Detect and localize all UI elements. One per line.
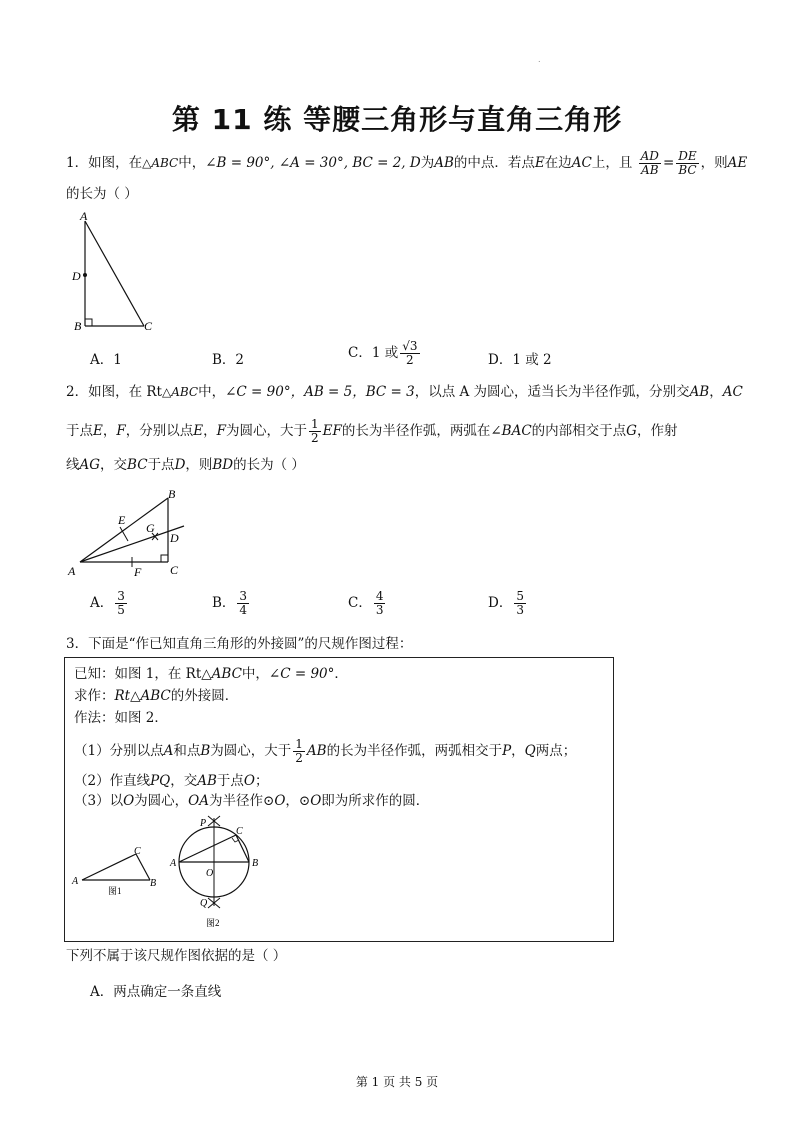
- fig2-label-a: A: [170, 858, 177, 869]
- q2-right-angle-mark: [161, 555, 168, 562]
- q3-figure-1: [70, 846, 170, 896]
- q3-step3: （3）以O为圆心，OA为半径作⊙O，⊙O即为所求作的圆．: [74, 793, 430, 809]
- q2-option-b[interactable]: B． $\frac{3}{4}$: [212, 589, 248, 617]
- q3-intro: 3．下面是“作已知直角三角形的外接圆”的尺规作图过程：: [66, 636, 413, 652]
- fig1-side-ac: [82, 854, 136, 880]
- q1-label-d: D: [72, 269, 81, 283]
- fig2-label-p: P: [200, 818, 207, 829]
- q1-label-c: C: [144, 319, 153, 333]
- q3-step2: （2）作直线PQ，交AB于点O；: [74, 773, 269, 789]
- q1-fraction-ad-ab: $\frac{AD}{AB}$: [640, 149, 659, 177]
- q2-label-a: A: [68, 564, 76, 578]
- q2-option-d[interactable]: D． $\frac{5}{3}$: [488, 589, 524, 617]
- q3-option-a[interactable]: A．两点确定一条直线: [90, 984, 222, 1000]
- q2-side-ab: [80, 498, 168, 562]
- q2-fraction-half: $\frac{1}{2}$: [310, 417, 319, 445]
- page-title: 第 11 练 等腰三角形与直角三角形: [171, 103, 623, 136]
- q3-step1: （1）分别以点A和点B为圆心，大于 $\frac{1}{2}$ AB的长为半径作弧，两弧相交于P，Q两点；: [74, 737, 577, 765]
- q2-option-a[interactable]: A． $\frac{3}{5}$: [90, 589, 125, 617]
- fig1-label-b: B: [150, 878, 157, 889]
- q1-option-b[interactable]: B．2: [212, 352, 245, 368]
- q1-option-d[interactable]: D．1 或 2: [488, 352, 552, 368]
- q1-line1: 1．如图，在△ABC中，∠B = 90°, ∠A = 30°, BC = 2, D为AB的中点．若点E在边AC上，且 $\frac{AD}{AB}$ = $\frac{DE}{BC}$ ，则AE: [66, 149, 748, 177]
- q1-figure: [66, 206, 166, 336]
- fig2-caption: 图2: [206, 918, 220, 928]
- fig1-label-c: C: [134, 846, 141, 857]
- q1-option-c[interactable]: C．1 或 $\frac{√3}{2}$: [348, 339, 418, 367]
- fig2-side-cb: [236, 835, 249, 862]
- q1-right-angle-mark: [85, 319, 92, 326]
- q2-label-f: F: [134, 565, 142, 578]
- fig2-label-c: C: [236, 826, 243, 837]
- q1-label-b: B: [74, 319, 82, 333]
- q1-label-a: A: [80, 209, 88, 223]
- q3-known: 已知：如图 1，在 Rt△ABC中，∠C = 90°．: [74, 666, 348, 682]
- q2-label-d: D: [170, 531, 179, 545]
- q3-question: 下列不属于该尺规作图依据的是（ ）: [66, 948, 287, 964]
- q1-option-a[interactable]: A．1: [90, 352, 122, 368]
- q2-figure: [66, 486, 196, 578]
- q3-seek: 求作：Rt△ABC的外接圆．: [74, 688, 239, 704]
- q2-label-g: G: [146, 521, 155, 535]
- q2-label-e: E: [118, 513, 126, 527]
- q1-line2: 的长为（ ）: [66, 186, 138, 202]
- fig1-side-cb: [136, 854, 150, 880]
- q3-method: 作法：如图 2．: [74, 710, 168, 726]
- scan-mark: .: [538, 55, 541, 64]
- q2-label-c: C: [170, 563, 179, 577]
- fig2-label-q: Q: [200, 898, 208, 909]
- q3-figure-2: [168, 814, 268, 932]
- q2-arc-e: [120, 527, 128, 541]
- page-footer: 第 1 页 共 5 页: [355, 1075, 439, 1089]
- fig2-label-b: B: [252, 858, 259, 869]
- fig2-label-o: O: [206, 868, 214, 879]
- q2-line2: 于点E，F，分别以点E，F为圆心，大于 $\frac{1}{2}$ EF的长为半径作弧，两弧在∠BAC的内部相交于点G，作射: [66, 417, 678, 445]
- q1-point-d: [83, 273, 87, 277]
- q2-line3: 线AG，交BC于点D，则BD的长为（ ）: [66, 457, 305, 473]
- q1-fraction-de-bc: $\frac{DE}{BC}$: [678, 149, 697, 177]
- q2-line1: 2．如图，在 Rt△ABC中，∠C = 90°，AB = 5，BC = 3，以点 A 为圆心，适当长为半径作弧，分别交AB，AC: [66, 384, 743, 400]
- q2-label-b: B: [168, 487, 176, 501]
- fig1-caption: 图1: [108, 886, 122, 896]
- fig1-label-a: A: [72, 876, 79, 887]
- q1-side-ac: [85, 221, 144, 326]
- q2-option-c[interactable]: C． $\frac{4}{3}$: [348, 589, 384, 617]
